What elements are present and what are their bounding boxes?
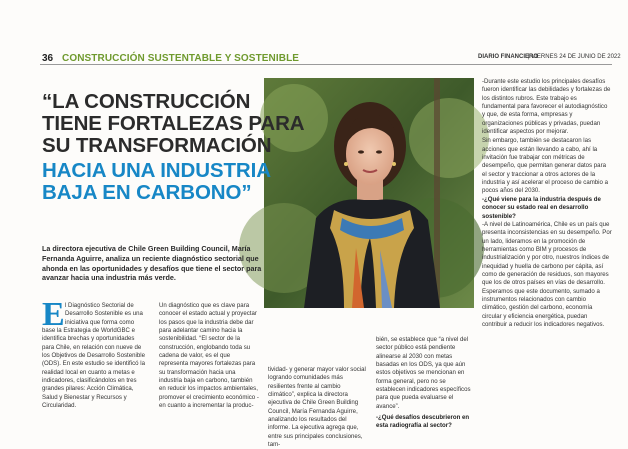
body-column-1-top: l Diagnóstico Sectorial de Desarrollo Sostenible es una iniciativa que forma como (65, 302, 143, 326)
publication-date: | VIERNES 24 DE JUNIO DE 2022 (528, 54, 621, 60)
headline-line-1: “LA CONSTRUCCIÓN (42, 90, 251, 113)
header-rule (40, 64, 612, 65)
body-column-5 (482, 78, 612, 329)
headline-line-5: BAJA EN CARBONO” (42, 181, 252, 204)
interview-question-1: -¿Qué desafíos descubrieron en esta radiografía al sector? (376, 414, 470, 430)
body-column-2: Un diagnóstico que es clave para conocer el estado actual y proyectar los pasos que la industria debe dar para adelantar camino hacia la sostenibilidad. “El sector de la construcción, englobando toda su cadena de valor, es el que representa mayores fortalezas para su transformación hacia una industria baja en carbono, también en reducir los impactos ambientales, promover el crecimiento económico -en cuanto a incrementar la produc- (159, 302, 259, 410)
drop-cap: E (42, 296, 65, 333)
body-column-5-p3: -A nivel de Latinoamérica, Chile es un país que presenta inconsistencias en su desempeño. Por un lado, lideramos en la promoción de herramientas como BIM y procesos de industrialización y por otro, nuestros índices de inequidad y huella de carbono per cápita, así como de generación de residuos, son mayores que los de otros países en vías de desarrollo. Esperamos que este documento, sumado a instrumentos relacionados con cambio climático, gestión del carbono, economía circular y eficiencia energética, puedan contribuir a reducir los indicadores negativos. (482, 220, 612, 328)
publication-name: DIARIO FINANCIERO (478, 54, 538, 60)
headline-line-3: SU TRANSFORMACIÓN (42, 134, 272, 157)
headline-line-2: TIENE FORTALEZAS PARA (42, 112, 305, 135)
body-column-4 (376, 336, 474, 431)
body-column-4-text: bién, se establece que “a nivel del sector público está pendiente alinearse al 2030 con metas basadas en los ODS, ya que aún estos objetivos se mencionan en forma general, pero no se establecen indicadores específicos para que pueda evaluarse el avance”. (376, 336, 471, 410)
interview-question-2: -¿Qué viene para la industria después de conocer su estado real en desarrollo sostenible? (482, 195, 601, 220)
article-lede: La directora ejecutiva de Chile Green Building Council, María Fernanda Aguirre, analiza un reciente diagnóstico sectorial que ahonda en las oportunidades y desafíos que tiene el sector para avanzar hacia una industria más verde. (42, 244, 262, 283)
body-column-1: base la Estrategia de WorldGBC e identifica brechas y oportunidades para Chile, en relación con nueve de los Objetivos de Desarrollo Sostenible (ODS). En este estudio se identificó la realidad local en cuanto a metas e indicadores, clasificándolos en tres grandes pilares: Acción Climática, Salud y Bienestar y Recursos y Circularidad. (42, 327, 145, 410)
body-column-3: tividad- y generar mayor valor social logrando comunidades más resilientes frente al cambio climático”, explica la directora ejecutiva de Chile Green Building Council, María Fernanda Aguirre, analizando los resultados del informe. La ejecutiva agrega que, entre sus principales conclusiones, tam- (268, 366, 366, 449)
body-column-5-p1: -Durante este estudio los principales desafíos fueron identificar las debilidades y fortalezas de los distintos rubros. Este trabajo es fundamental para favorecer el autodiagnóstico y que, de esta forma, empresas y organizaciones públicas y privadas, puedan identificar aspectos por mejorar. (482, 78, 611, 136)
page-number: 36 (42, 53, 54, 64)
headline-line-4: HACIA UNA INDUSTRIA (42, 159, 271, 182)
section-title: CONSTRUCCIÓN SUSTENTABLE Y SOSTENIBLE (62, 53, 300, 64)
body-column-5-p2: Sin embargo, también se destacaron las acciones que están llevando a cabo, ahí la invitación fue trabajar con métricas de desempeño, que permitan generar datos para el sector y traccionar a otros actores de la industria y así acelerar el proceso de cambio a pocos años del 2030. (482, 137, 609, 195)
